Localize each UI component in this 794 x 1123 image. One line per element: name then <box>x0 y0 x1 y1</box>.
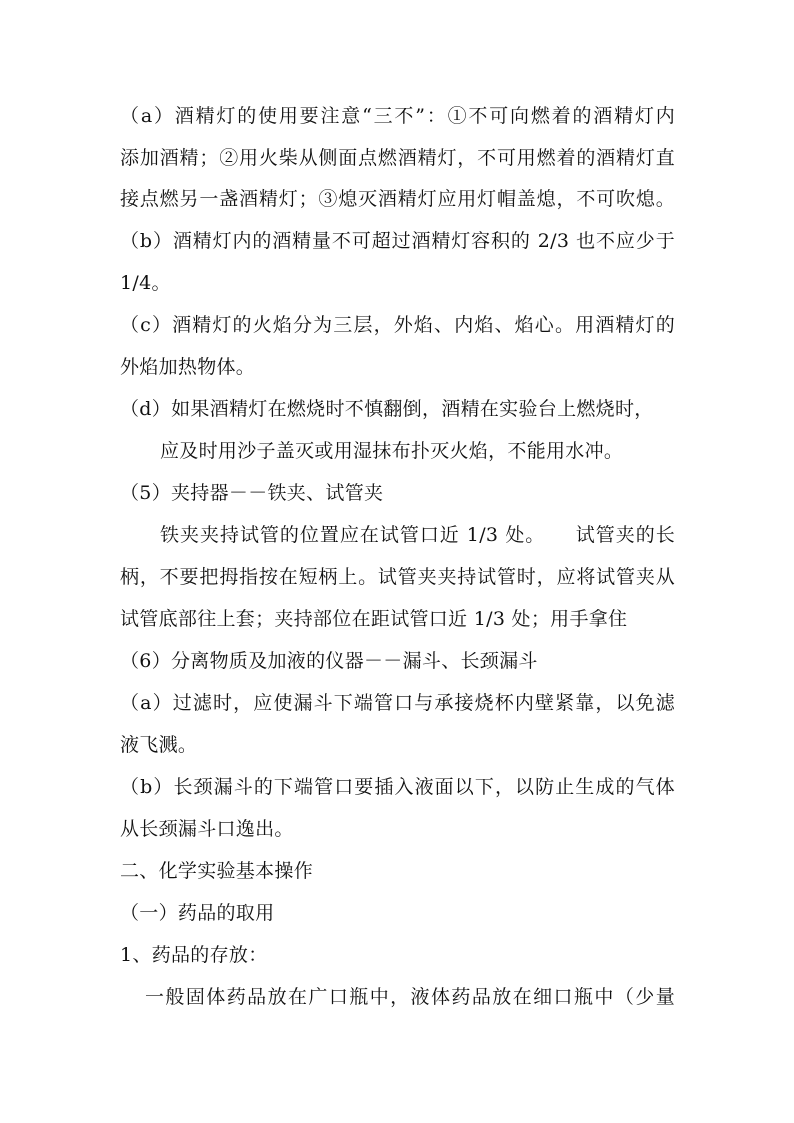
text-line: 一般固体药品放在广口瓶中，液体药品放在细口瓶中（少量 <box>145 986 675 1008</box>
text-line: （c）酒精灯的火焰分为三层，外焰、内焰、焰心。用酒精灯的 <box>120 314 675 336</box>
section-heading: （6）分离物质及加液的仪器－－漏斗、长颈漏斗 <box>120 650 538 672</box>
section-heading: （5）夹持器－－铁夹、试管夹 <box>120 482 384 504</box>
text-line: 接点燃另一盏酒精灯；③熄灭酒精灯应用灯帽盖熄，不可吹熄。 <box>120 188 675 210</box>
text-line: 外焰加热物体。 <box>120 356 256 378</box>
text-line: 铁夹夹持试管的位置应在试管口近 1/3 处。 试管夹的长 <box>160 524 675 546</box>
text-line: 1/4。 <box>120 272 171 294</box>
text-line: （a）酒精灯的使用要注意“三不”：①不可向燃着的酒精灯内 <box>120 105 675 127</box>
text-line: 液飞溅。 <box>120 734 198 756</box>
text-line: （b）长颈漏斗的下端管口要插入液面以下，以防止生成的气体 <box>120 776 675 798</box>
text-line: （b）酒精灯内的酒精量不可超过酒精灯容积的 2/3 也不应少于 <box>120 230 675 252</box>
section-heading: 二、化学实验基本操作 <box>120 860 314 882</box>
text-line: 试管底部往上套；夹持部位在距试管口近 1/3 处；用手拿住 <box>120 608 628 630</box>
text-line: 柄，不要把拇指按在短柄上。试管夹夹持试管时，应将试管夹从 <box>120 566 675 588</box>
text-line: （d）如果酒精灯在燃烧时不慎翻倒，酒精在实验台上燃烧时， <box>120 398 654 420</box>
subsection-heading: （一）药品的取用 <box>120 902 275 924</box>
text-line: （a）过滤时，应使漏斗下端管口与承接烧杯内壁紧靠，以免滤 <box>120 692 675 714</box>
text-line: 从长颈漏斗口逸出。 <box>120 818 294 840</box>
subsection-heading: 1、药品的存放： <box>120 944 268 966</box>
text-line: 应及时用沙子盖灭或用湿抹布扑灭火焰，不能用水冲。 <box>160 440 624 462</box>
text-line: 添加酒精；②用火柴从侧面点燃酒精灯，不可用燃着的酒精灯直 <box>120 147 675 169</box>
